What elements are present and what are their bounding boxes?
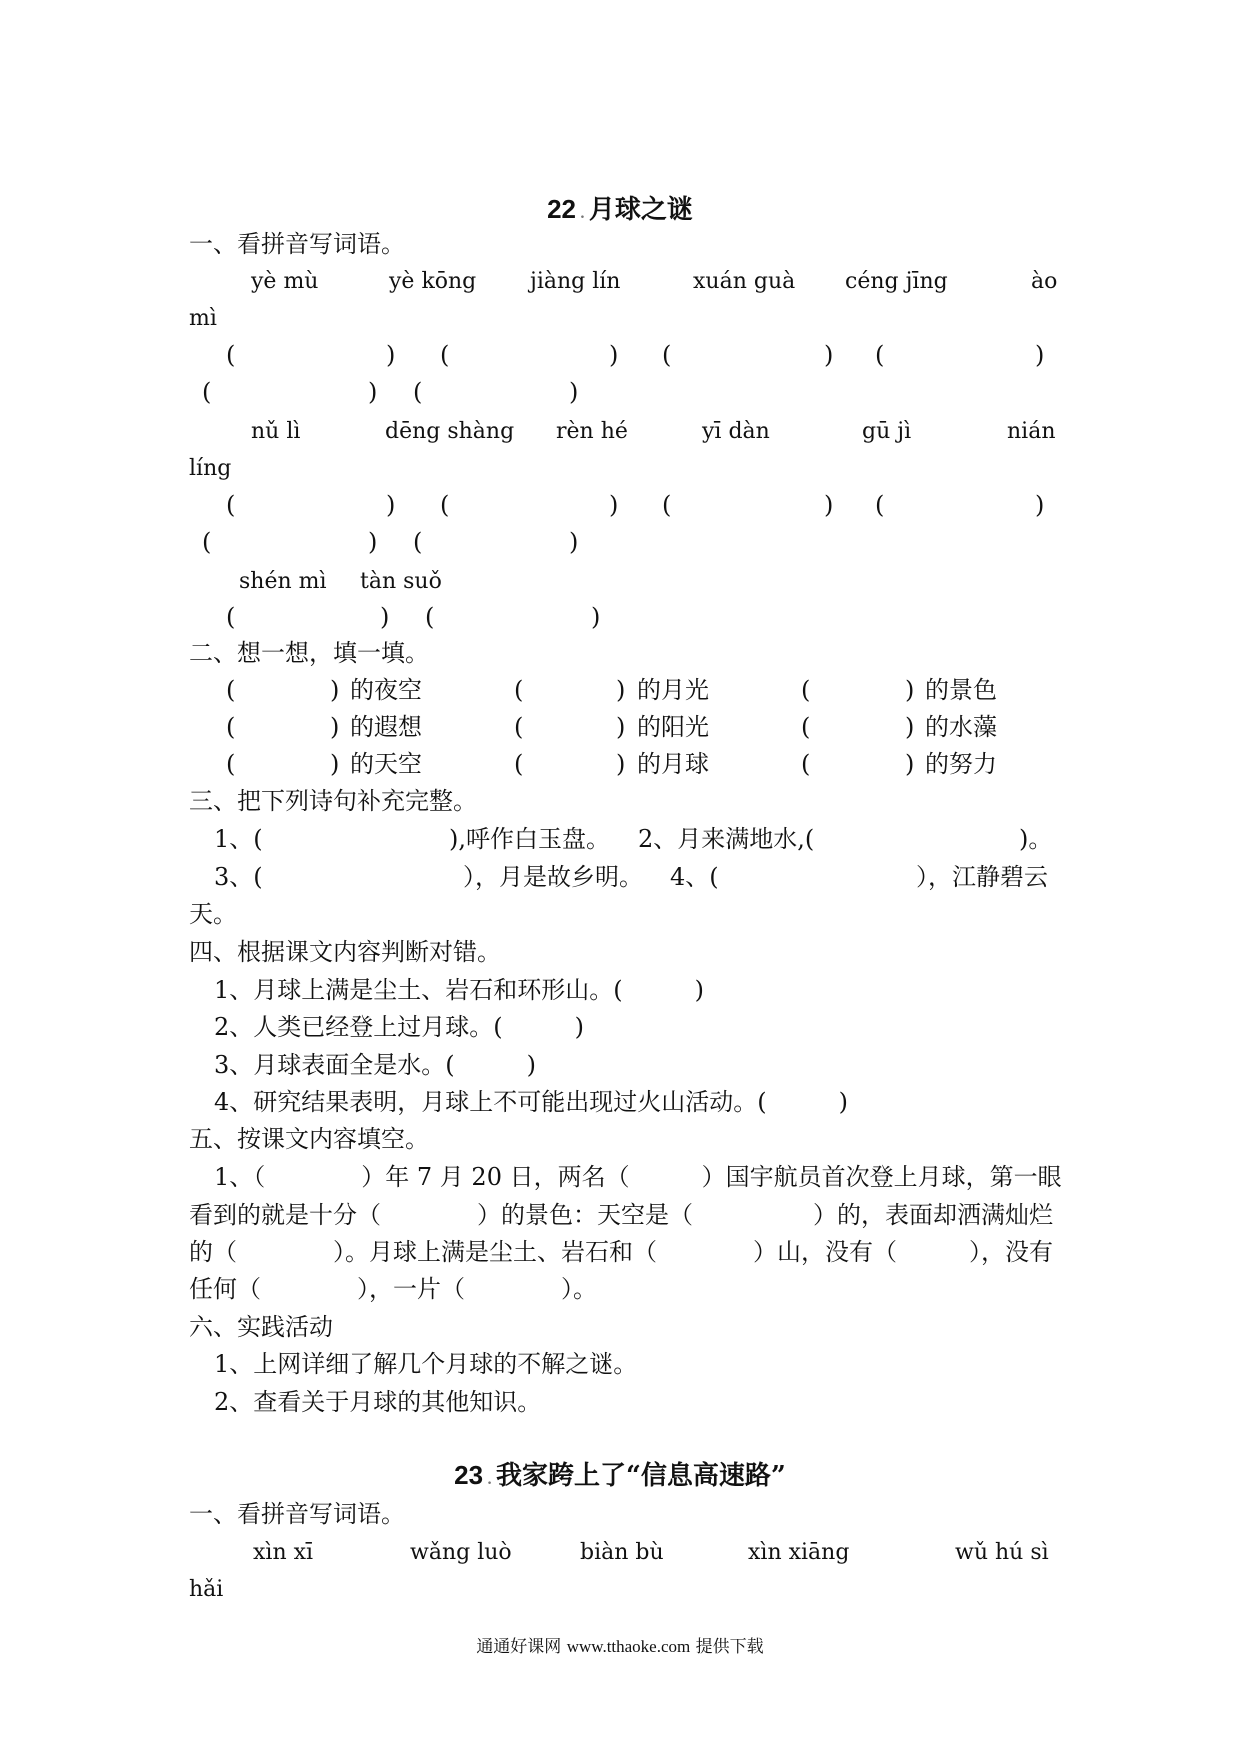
pinyin-prompt: ào bbox=[1031, 269, 1058, 294]
poem-blank-lead: 1、( bbox=[214, 825, 263, 853]
pinyin-prompt: nǔ lì bbox=[251, 419, 301, 444]
open-bracket: ( bbox=[801, 676, 811, 704]
open-bracket: ( bbox=[202, 528, 212, 556]
close-bracket: ) bbox=[609, 341, 619, 369]
title-separator-dot: . bbox=[580, 206, 585, 222]
true-false-item: 2、人类已经登上过月球。( ) bbox=[214, 1013, 584, 1041]
true-false-item: 3、月球表面全是水。( ) bbox=[214, 1051, 536, 1079]
section-heading: 二、想一想，填一填。 bbox=[189, 639, 429, 667]
poem-line-text: ），江静碧云 bbox=[916, 863, 1048, 891]
poem-line-text: ),呼作白玉盘。 bbox=[449, 825, 610, 853]
fill-item-label: 的遐想 bbox=[350, 713, 422, 741]
lesson-title-text: 月球之谜 bbox=[588, 195, 693, 225]
fill-item-label: 的努力 bbox=[925, 750, 997, 778]
open-bracket: ( bbox=[801, 750, 811, 778]
lesson-number: 23 bbox=[454, 1460, 484, 1490]
lesson-22-title bbox=[0, 192, 1240, 231]
pinyin-prompt: xuán guà bbox=[693, 269, 796, 294]
close-bracket: ) bbox=[368, 378, 378, 406]
pinyin-prompt: nián bbox=[1007, 419, 1056, 444]
close-bracket: ) bbox=[616, 750, 626, 778]
section-heading: 五、按课文内容填空。 bbox=[189, 1125, 429, 1153]
close-bracket: ) bbox=[616, 676, 626, 704]
fill-paragraph-line: 任何（ ），一片（ ）。 bbox=[189, 1275, 597, 1303]
close-bracket: ) bbox=[824, 341, 834, 369]
section-heading: 六、实践活动 bbox=[189, 1313, 333, 1341]
pinyin-prompt: wǔ hú sì bbox=[955, 1540, 1049, 1565]
close-bracket: ) bbox=[905, 750, 915, 778]
close-bracket: ) bbox=[824, 491, 834, 519]
true-false-item: 1、月球上满是尘土、岩石和环形山。( ) bbox=[214, 976, 704, 1004]
close-bracket: ) bbox=[386, 341, 396, 369]
fill-paragraph-line: 的（ ）。月球上满是尘土、岩石和（ ）山，没有（ ），没有 bbox=[189, 1238, 1053, 1266]
close-bracket: ) bbox=[368, 528, 378, 556]
open-bracket: ( bbox=[440, 341, 450, 369]
close-bracket: ) bbox=[330, 676, 340, 704]
fill-item-label: 的夜空 bbox=[350, 676, 422, 704]
pinyin-prompt: yè mù bbox=[251, 269, 319, 294]
poem-blank-lead: 3、( bbox=[214, 863, 263, 891]
pinyin-prompt: tàn suǒ bbox=[360, 569, 442, 594]
section-heading: 三、把下列诗句补充完整。 bbox=[189, 787, 477, 815]
fill-paragraph-line: 1、（ ）年 7 月 20 日，两名（ ）国宇航员首次登上月球，第一眼 bbox=[214, 1163, 1062, 1191]
pinyin-prompt: mì bbox=[189, 306, 217, 331]
close-bracket: ) bbox=[569, 528, 579, 556]
pinyin-prompt: xìn xī bbox=[253, 1540, 314, 1565]
footer-site-name: 通通好课网 bbox=[476, 1637, 562, 1657]
pinyin-prompt: dēng shàng bbox=[385, 419, 515, 444]
fill-item-label: 的月光 bbox=[637, 676, 709, 704]
open-bracket: ( bbox=[514, 750, 524, 778]
pinyin-prompt: yè kōng bbox=[389, 269, 477, 294]
pinyin-prompt: hǎi bbox=[189, 1577, 224, 1602]
pinyin-prompt: xìn xiāng bbox=[748, 1540, 850, 1565]
close-bracket: ) bbox=[1035, 491, 1045, 519]
poem-line-text: 2、月来满地水,( bbox=[638, 825, 815, 853]
fill-paragraph-line: 看到的就是十分（ ）的景色：天空是（ ）的，表面却洒满灿烂 bbox=[189, 1201, 1053, 1229]
footer-site-url[interactable]: www.tthaoke.com bbox=[566, 1637, 691, 1656]
open-bracket: ( bbox=[662, 341, 672, 369]
close-bracket: ) bbox=[330, 713, 340, 741]
section-heading: 一、看拼音写词语。 bbox=[189, 1500, 405, 1528]
close-bracket: ) bbox=[609, 491, 619, 519]
activity-item: 1、上网详细了解几个月球的不解之谜。 bbox=[214, 1350, 638, 1378]
open-bracket: ( bbox=[202, 378, 212, 406]
pinyin-prompt: rèn hé bbox=[556, 419, 628, 444]
open-bracket: ( bbox=[801, 713, 811, 741]
open-bracket: ( bbox=[226, 676, 236, 704]
pinyin-prompt: biàn bù bbox=[580, 1540, 664, 1565]
close-bracket: ) bbox=[905, 676, 915, 704]
pinyin-prompt: yī dàn bbox=[702, 419, 770, 444]
section-heading: 四、根据课文内容判断对错。 bbox=[189, 938, 501, 966]
close-bracket: ) bbox=[569, 378, 579, 406]
open-bracket: ( bbox=[413, 528, 423, 556]
fill-item-label: 的水藻 bbox=[925, 713, 997, 741]
section-heading: 一、看拼音写词语。 bbox=[189, 230, 405, 258]
open-bracket: ( bbox=[425, 603, 435, 631]
close-bracket: ) bbox=[905, 713, 915, 741]
footer-download-text: 提供下载 bbox=[695, 1637, 764, 1657]
title-separator-dot: . bbox=[487, 1472, 492, 1488]
poem-line-text: 天。 bbox=[189, 900, 237, 928]
open-bracket: ( bbox=[226, 491, 236, 519]
activity-item: 2、查看关于月球的其他知识。 bbox=[214, 1388, 542, 1416]
pinyin-prompt: shén mì bbox=[239, 569, 327, 594]
lesson-23-title bbox=[0, 1458, 1240, 1497]
close-bracket: ) bbox=[1035, 341, 1045, 369]
pinyin-prompt: jiàng lín bbox=[530, 269, 621, 294]
open-bracket: ( bbox=[662, 491, 672, 519]
pinyin-prompt: líng bbox=[189, 456, 232, 481]
fill-item-label: 的天空 bbox=[350, 750, 422, 778]
open-bracket: ( bbox=[226, 713, 236, 741]
pinyin-prompt: gū jì bbox=[862, 419, 912, 444]
close-bracket: ) bbox=[330, 750, 340, 778]
open-bracket: ( bbox=[226, 341, 236, 369]
open-bracket: ( bbox=[514, 676, 524, 704]
lesson-number: 22 bbox=[547, 194, 577, 224]
open-bracket: ( bbox=[413, 378, 423, 406]
open-bracket: ( bbox=[875, 341, 885, 369]
open-bracket: ( bbox=[226, 603, 236, 631]
page-footer bbox=[0, 1636, 1240, 1658]
open-bracket: ( bbox=[875, 491, 885, 519]
open-bracket: ( bbox=[226, 750, 236, 778]
true-false-item: 4、研究结果表明，月球上不可能出现过火山活动。( ) bbox=[214, 1088, 848, 1116]
fill-item-label: 的景色 bbox=[925, 676, 997, 704]
open-bracket: ( bbox=[514, 713, 524, 741]
poem-blank-lead: 4、( bbox=[670, 863, 719, 891]
close-bracket: ) bbox=[386, 491, 396, 519]
lesson-title-text: 我家跨上了“信息高速路” bbox=[495, 1461, 786, 1491]
poem-blank-tail: )。 bbox=[1019, 825, 1053, 853]
open-bracket: ( bbox=[440, 491, 450, 519]
poem-line-text: ），月是故乡明。 bbox=[463, 863, 643, 891]
close-bracket: ) bbox=[591, 603, 601, 631]
pinyin-prompt: wǎng luò bbox=[410, 1540, 512, 1565]
fill-item-label: 的月球 bbox=[637, 750, 709, 778]
close-bracket: ) bbox=[380, 603, 390, 631]
pinyin-prompt: céng jīng bbox=[845, 269, 948, 294]
close-bracket: ) bbox=[616, 713, 626, 741]
fill-item-label: 的阳光 bbox=[637, 713, 709, 741]
